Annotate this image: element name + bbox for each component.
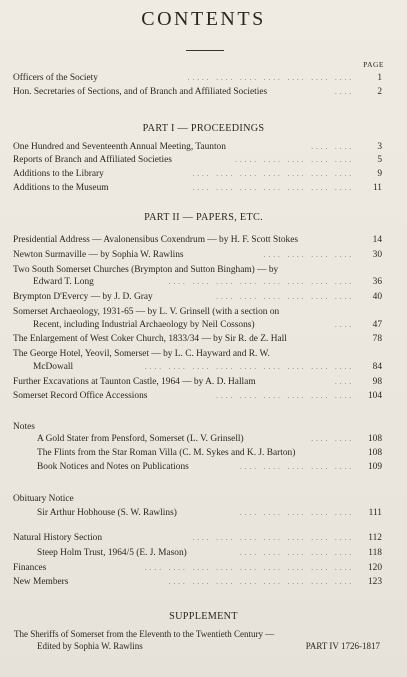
entry-title: One Hundred and Seventeenth Annual Meeting, Taunton	[13, 142, 226, 152]
toc-entry	[33, 361, 382, 374]
supplement-part: PART IV 1726-1817	[305, 641, 380, 651]
toc-entry	[13, 154, 382, 167]
leader-dots: .... .... .... .... ....	[240, 549, 354, 557]
leader-dots: ..... .... .... .... ....	[235, 156, 354, 164]
entry-page-number: 11	[372, 183, 382, 193]
toc-entry	[13, 376, 382, 389]
entry-title: Book Notices and Notes on Publications	[37, 462, 189, 472]
entry-page-number: 108	[367, 434, 382, 444]
leader-dots: .... .... .... .... .... .... .... ....	[168, 278, 354, 286]
entry-page-number: 118	[368, 548, 382, 558]
leader-dots: .... .... .... ....	[263, 251, 354, 259]
title-rule	[186, 50, 224, 51]
toc-entry	[13, 291, 382, 304]
entry-page-number: 36	[372, 277, 382, 287]
toc-entry	[37, 547, 382, 560]
toc-entry	[13, 141, 382, 154]
leader-dots: .... .... .... .... .... ....	[216, 392, 354, 400]
leader-dots: .... .... .... .... .... .... ....	[192, 534, 354, 542]
entry-page-number: 98	[372, 377, 382, 387]
toc-entry	[37, 461, 382, 474]
leader-dots: .... .... .... .... .... .... .... .... ....	[145, 363, 354, 371]
entry-page-number: 84	[372, 362, 382, 372]
supplement-line-1: The Sheriffs of Somerset from the Eleventh to the Twentieth Century —	[14, 629, 275, 639]
leader-dots: ....	[335, 88, 354, 96]
part2-title: PART II — PAPERS, ETC.	[144, 212, 263, 223]
leader-dots: .... .... .... .... .... ....	[216, 293, 354, 301]
entry-title: A Gold Stater from Pensford, Somerset (L. V. Grinsell)	[37, 434, 244, 444]
entry-page-number: 109	[367, 462, 382, 472]
part1-title: PART I — PROCEEDINGS	[142, 123, 265, 134]
toc-entry	[13, 234, 382, 247]
entry-title: The Flints from the Star Roman Villa (C. M. Sykes and K. J. Barton)	[37, 448, 296, 458]
toc-entry	[37, 447, 382, 460]
entry-title: Finances	[13, 563, 47, 573]
entry-title: Somerset Record Office Accessions	[13, 391, 148, 401]
entry-page-number: 112	[368, 533, 382, 543]
leader-dots: .... .... .... .... .... .... ....	[192, 184, 354, 192]
entry-title: Edward T. Long	[33, 277, 94, 287]
entry-title: Reports of Branch and Affiliated Societies	[13, 155, 172, 165]
entry-title: Natural History Section	[13, 533, 103, 543]
entry-page-number: 1	[377, 73, 382, 83]
toc-entry	[13, 348, 382, 361]
entry-title: The Enlargement of West Coker Church, 1833/34 — by Sir R. de Z. Hall	[13, 334, 287, 344]
entry-page-number: 2	[377, 87, 382, 97]
entry-page-number: 3	[377, 142, 382, 152]
entry-page-number: 104	[367, 391, 382, 401]
entry-title: Additions to the Museum	[13, 183, 109, 193]
leader-dots: .... .... .... .... .... .... .... ....	[168, 578, 354, 586]
toc-entry	[13, 249, 382, 262]
toc-entry	[37, 507, 382, 520]
leader-dots: .... .... .... .... ....	[240, 463, 354, 471]
entry-title: Steep Holm Trust, 1964/5 (E. J. Mason)	[37, 548, 187, 558]
entry-page-number: 111	[368, 508, 382, 518]
toc-entry	[33, 319, 382, 332]
toc-entry	[13, 168, 382, 181]
entry-title: New Members	[13, 577, 69, 587]
toc-entry	[13, 576, 382, 589]
page-title: CONTENTS	[141, 8, 266, 30]
entry-page-number: 9	[377, 169, 382, 179]
entry-title: The George Hotel, Yeovil, Somerset — by L. C. Hayward and R. W.	[13, 349, 270, 359]
entry-title: Newton Surmaville — by Sophia W. Rawlins	[13, 250, 184, 260]
entry-page-number: 108	[367, 448, 382, 458]
entry-page-number: 47	[372, 320, 382, 330]
leader-dots: .... .... .... .... .... .... .... .... ....	[145, 564, 354, 572]
entry-page-number: 78	[372, 334, 382, 344]
toc-entry	[13, 306, 382, 319]
leader-dots: .... .... .... .... .... .... ....	[192, 170, 354, 178]
entry-title: Brympton D'Evercy — by J. D. Gray	[13, 292, 153, 302]
notes-heading: Notes	[13, 422, 35, 432]
supplement-title: SUPPLEMENT	[169, 611, 238, 622]
toc-entry	[13, 532, 382, 545]
entry-title: Hon. Secretaries of Sections, and of Branch and Affiliated Societies	[13, 87, 268, 97]
entry-page-number: 14	[372, 235, 382, 245]
obituary-heading: Obituary Notice	[13, 494, 74, 504]
entry-title: Sir Arthur Hobhouse (S. W. Rawlins)	[37, 508, 177, 518]
leader-dots: .... .... .... .... ....	[240, 509, 354, 517]
leader-dots: ..... .... .... .... .... .... ....	[187, 74, 354, 82]
page-column-header: PAGE	[363, 60, 384, 69]
entry-page-number: 5	[377, 155, 382, 165]
entry-title: Additions to the Library	[13, 169, 104, 179]
toc-entry	[13, 86, 382, 99]
entry-title: Further Excavations at Taunton Castle, 1964 — by A. D. Hallam	[13, 377, 256, 387]
toc-entry	[13, 72, 382, 85]
entry-title: Somerset Archaeology, 1931-65 — by L. V. Grinsell (with a section on	[13, 307, 280, 317]
entry-title: Two South Somerset Churches (Brympton and Sutton Bingham) — by	[13, 265, 279, 275]
toc-entry	[13, 182, 382, 195]
entry-page-number: 123	[367, 577, 382, 587]
supplement-line-2: Edited by Sophia W. Rawlins	[37, 641, 143, 651]
entry-page-number: 40	[372, 292, 382, 302]
leader-dots: ....	[335, 321, 354, 329]
entry-title: Presidential Address — Avalonensibus Coxendrum — by H. F. Scott Stokes	[13, 235, 298, 245]
toc-entry	[13, 562, 382, 575]
entry-title: Officers of the Society	[13, 73, 98, 83]
leader-dots: ....	[335, 378, 354, 386]
toc-entry	[37, 433, 382, 446]
toc-entry	[13, 390, 382, 403]
toc-entry	[13, 333, 382, 346]
entry-page-number: 120	[367, 563, 382, 573]
entry-title: McDowall	[33, 362, 74, 372]
leader-dots: .... ....	[311, 143, 354, 151]
entry-title: Recent, including Industrial Archaeology by Neil Cossons)	[33, 320, 255, 330]
leader-dots: .... ....	[311, 435, 354, 443]
toc-entry	[33, 276, 382, 289]
entry-page-number: 30	[372, 250, 382, 260]
